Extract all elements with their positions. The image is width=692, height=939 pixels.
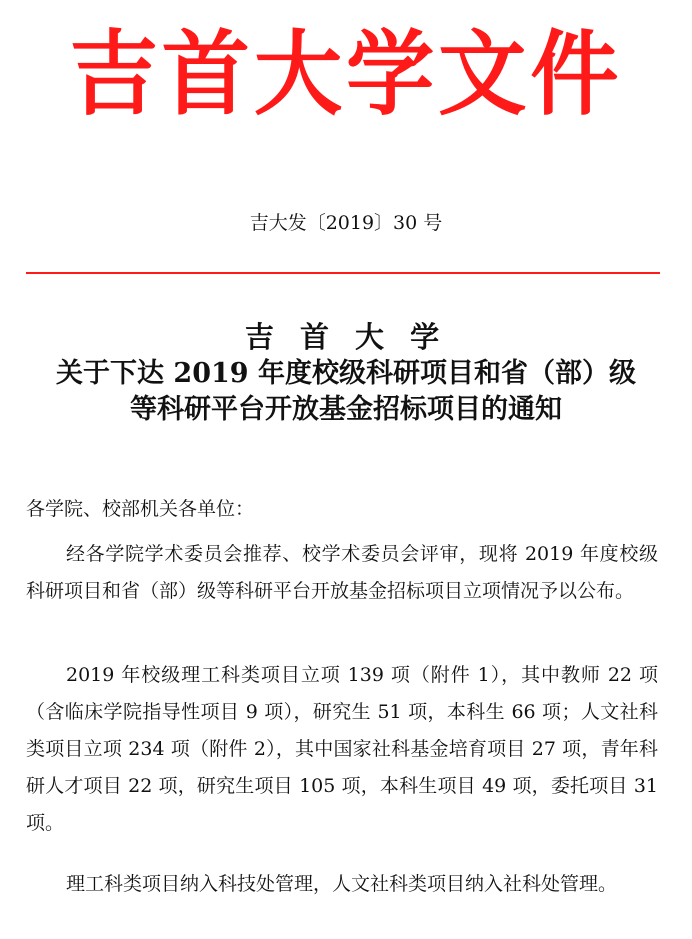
title-line-3: 等科研平台开放基金招标项目的通知 [130,394,562,425]
notice-title [0,318,692,428]
title-line-2: 关于下达 2019 年度校级科研项目和省（部）级 [56,358,636,389]
body-paragraph-1: 经各学院学术委员会推荐、校学术委员会评审，现将 2019 年度校级科研项目和省（部）级等科研平台开放基金招标项目立项情况予以公布。 [26,543,658,602]
body-paragraph-2: 2019 年校级理工科类项目立项 139 项（附件 1），其中教师 22 项（含临床学院指导性项目 9 项），研究生 51 项，本科生 66 项；人文社科类项目立项 234 项（附件 2），其中国家社科基金培育项目 27 项，青年科研人才项目 22 项，研究生项目 105 项，本科生项目 49 项，委托项目 31 项。 [26,664,658,834]
document-number: 吉大发〔2019〕30 号 [249,212,443,234]
red-divider-line [26,272,660,274]
body-paragraph-3: 理工科类项目纳入科技处管理，人文社科类项目纳入社科处管理。 [66,873,618,895]
title-issuer: 吉 首 大 学 [244,320,448,354]
masthead-title: 吉首大学文件 [69,21,623,128]
salutation: 各学院、校部机关各单位： [26,498,255,520]
